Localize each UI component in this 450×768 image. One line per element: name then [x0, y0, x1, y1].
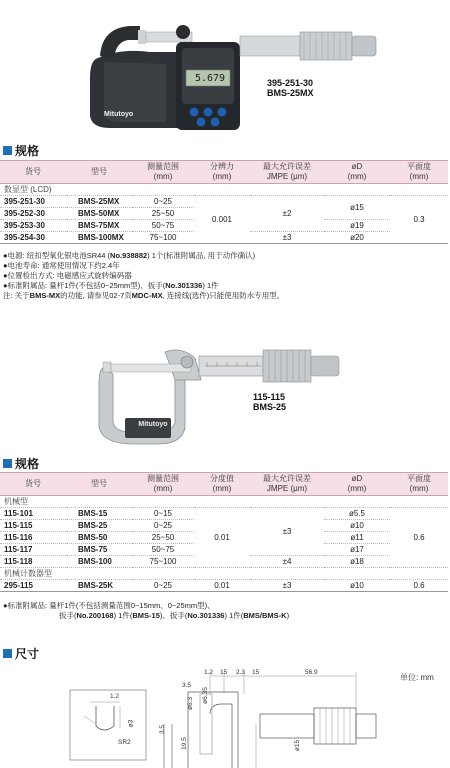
col-header: 型号 — [66, 473, 132, 496]
product2-code: 115-115 — [253, 392, 286, 402]
dim-label: 15 — [220, 669, 228, 676]
table-row: 115-116 BMS-50 25~50 ø11 — [0, 532, 448, 544]
note-line: 注: 关于BMS-MX的功能, 请参见02-7页MDC-MX, 连接线(选件)只能使用防水专用型。 — [3, 291, 285, 300]
table-row: 395-252-30 BMS-50MX 25~50 — [0, 208, 448, 220]
note-line: ●电池寿命: 通常使用情况下约2.4年 — [3, 261, 120, 270]
group-label: 机械型 — [0, 496, 448, 508]
product1-model: BMS-25MX — [267, 88, 314, 98]
dim-label: 15 — [252, 669, 260, 676]
dim-label: ø15 — [294, 739, 302, 752]
table-row: 115-115 BMS-25 0~25 ø10 — [0, 520, 448, 532]
digital-micrometer-image — [80, 18, 380, 138]
table-row: 395-253-30 BMS-75MX 50~75 ø19 — [0, 220, 448, 232]
dim-label: SR2 — [118, 739, 131, 746]
dim-label: ø3 — [127, 719, 135, 728]
spec-table-digital — [0, 160, 448, 244]
section-title-spec-1: 规格 — [3, 142, 39, 159]
dim-label: 1.2 — [110, 693, 120, 700]
product2-model: BMS-25 — [253, 402, 287, 412]
col-header: 货号 — [0, 473, 66, 496]
brand-label-1: Mitutoyo — [104, 111, 134, 118]
note-line: ●标准附属品: 量杆1件(不包括0~25mm型)、扳手(No.301336) 1件 — [3, 281, 219, 290]
col-header: 测量范围 (mm) — [132, 473, 194, 496]
unit-label: 单位: mm — [400, 673, 434, 682]
col-header: 货号 — [0, 161, 66, 184]
table-row: 115-117 BMS-75 50~75 ø17 — [0, 544, 448, 556]
group-label: 数显型 (LCD) — [0, 184, 448, 196]
brand-label-2: Mitutoyo — [138, 421, 168, 428]
dim-label: ø6.3 — [187, 696, 195, 711]
col-header: 测量范围 (mm) — [132, 161, 194, 184]
section-title-dimensions: 尺寸 — [3, 645, 39, 662]
dim-label: ø6.35 — [201, 687, 209, 704]
col-header: 型号 — [66, 161, 132, 184]
col-header: øD (mm) — [324, 473, 390, 496]
col-header: 最大允许误差 JMPE (μm) — [250, 161, 324, 184]
digital-display-readout: 5.679 — [194, 73, 226, 84]
notes-mechanical — [3, 601, 289, 621]
group-label: 机械计数器型 — [0, 568, 448, 580]
dim-label: 1.2 — [204, 669, 214, 676]
table-row: 395-251-30 BMS-25MX 0~25 0.001 ±2 ø15 0.3 — [0, 196, 448, 208]
mechanical-micrometer-image — [95, 340, 355, 450]
table-row: 115-118 BMS-100 75~100 ±4 ø18 — [0, 556, 448, 568]
notes-digital — [3, 251, 284, 301]
col-header: 分度值 (mm) — [194, 473, 250, 496]
dim-label: 19.5 — [180, 737, 188, 750]
dim-label: 2.3 — [236, 669, 246, 676]
dim-label: 3.5 — [159, 724, 167, 735]
dim-label: 3.5 — [182, 682, 192, 689]
col-header: øD (mm) — [324, 161, 390, 184]
dim-label: 56.9 — [305, 669, 318, 676]
spec-table-mechanical — [0, 472, 448, 592]
col-header: 平面度 (mm) — [390, 473, 448, 496]
note-line: ●位置检出方式: 电磁感应式旋转编码器 — [3, 271, 132, 280]
col-header: 最大允许误差 JMPE (μm) — [250, 473, 324, 496]
note-line: 扳手(No.200168) 1件(BMS-15)、扳手(No.301336) 1件(BMS/BMS-K) — [59, 611, 290, 620]
table-row: 115-101 BMS-15 0~15 0.01 ±3 ø5.5 0.6 — [0, 508, 448, 520]
note-line: ●标准附属品: 量杆1件(不包括测量范围0~15mm、0~25mm型)、 — [3, 601, 215, 610]
col-header: 平面度 (mm) — [390, 161, 448, 184]
table-row: 395-254-30 BMS-100MX 75~100 ±3 ø20 — [0, 232, 448, 244]
table-row: 295-115 BMS-25K 0~25 0.01 ±3 ø10 0.6 — [0, 580, 448, 592]
note-line: ●电源: 纽扣型氧化银电池SR44 (No.938882) 1个(标准附属品, 用于动作确认) — [3, 251, 256, 260]
section-title-spec-2: 规格 — [3, 455, 39, 472]
dimension-drawing — [60, 664, 390, 768]
col-header: 分辨力 (mm) — [194, 161, 250, 184]
product1-code: 395-251-30 — [267, 78, 314, 88]
